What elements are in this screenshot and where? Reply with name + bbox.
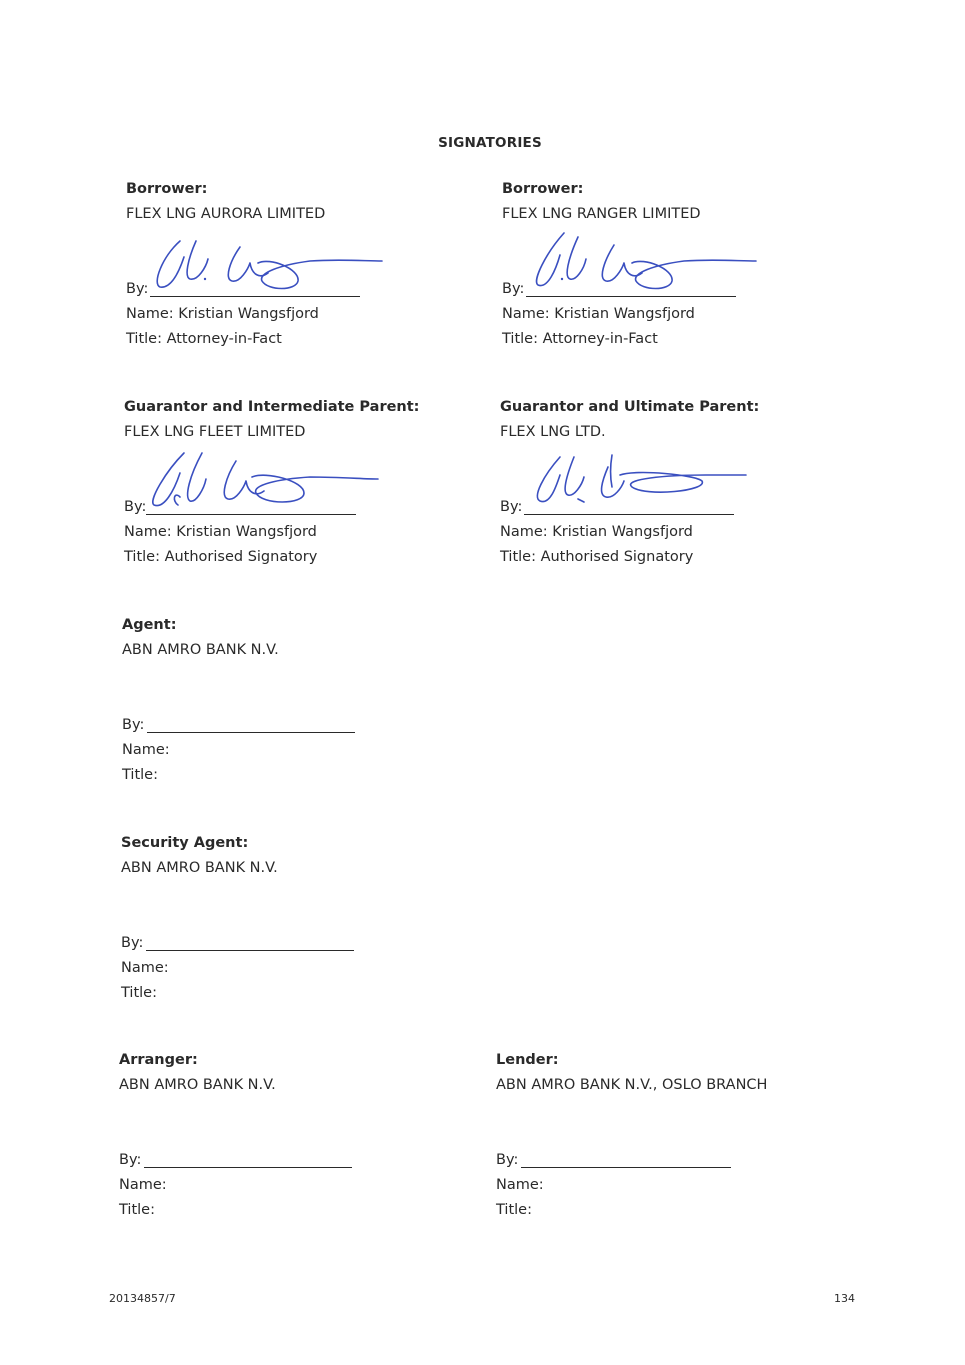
signer-name: Name: xyxy=(119,1177,167,1193)
signer-name: Name: xyxy=(122,742,170,758)
role-heading: Borrower: xyxy=(126,181,208,197)
signatory-block-borrower-ranger xyxy=(502,177,862,352)
signer-name: Name: xyxy=(496,1177,544,1193)
role-heading: Guarantor and Ultimate Parent: xyxy=(500,399,760,415)
page-number: 134 xyxy=(834,1292,855,1305)
signature-row xyxy=(126,277,486,302)
signature-row xyxy=(119,1148,479,1173)
by-label: By: xyxy=(119,1152,142,1168)
role-heading: Arranger: xyxy=(119,1052,198,1068)
signer-title: Title: Attorney-in-Fact xyxy=(126,331,282,347)
by-label: By: xyxy=(500,499,523,515)
document-reference: 20134857/7 xyxy=(109,1292,176,1305)
entity-name: FLEX LNG AURORA LIMITED xyxy=(126,206,326,222)
by-label: By: xyxy=(121,935,144,951)
signature-line[interactable] xyxy=(144,1167,352,1168)
entity-name: ABN AMRO BANK N.V. xyxy=(121,860,278,876)
signatory-block-guarantor-ultimate xyxy=(500,395,860,570)
signer-title: Title: Authorised Signatory xyxy=(124,549,318,565)
signer-title: Title: xyxy=(121,985,157,1001)
signatory-block-arranger xyxy=(119,1048,479,1223)
signer-title: Title: xyxy=(119,1202,155,1218)
entity-name: ABN AMRO BANK N.V., OSLO BRANCH xyxy=(496,1077,768,1093)
signatory-block-guarantor-intermediate xyxy=(124,395,484,570)
signatory-block-security-agent xyxy=(121,831,481,1006)
by-label: By: xyxy=(122,717,145,733)
handwritten-signature xyxy=(150,229,370,299)
signature-row xyxy=(502,277,862,302)
handwritten-signature xyxy=(144,447,364,517)
signer-name: Name: Kristian Wangsfjord xyxy=(124,524,317,540)
role-heading: Lender: xyxy=(496,1052,559,1068)
entity-name: FLEX LNG FLEET LIMITED xyxy=(124,424,306,440)
by-label: By: xyxy=(496,1152,519,1168)
by-label: By: xyxy=(502,281,525,297)
entity-name: ABN AMRO BANK N.V. xyxy=(122,642,279,658)
signer-title: Title: xyxy=(122,767,158,783)
handwritten-signature xyxy=(526,229,746,299)
signer-name: Name: Kristian Wangsfjord xyxy=(500,524,693,540)
entity-name: FLEX LNG RANGER LIMITED xyxy=(502,206,701,222)
signer-name: Name: xyxy=(121,960,169,976)
entity-name: ABN AMRO BANK N.V. xyxy=(119,1077,276,1093)
by-label: By: xyxy=(124,499,147,515)
signer-title: Title: Authorised Signatory xyxy=(500,549,694,565)
signature-row xyxy=(500,495,860,520)
signer-name: Name: Kristian Wangsfjord xyxy=(126,306,319,322)
signature-row xyxy=(496,1148,856,1173)
role-heading: Agent: xyxy=(122,617,177,633)
role-heading: Guarantor and Intermediate Parent: xyxy=(124,399,420,415)
role-heading: Borrower: xyxy=(502,181,584,197)
signatory-block-agent xyxy=(122,613,482,788)
signature-line[interactable] xyxy=(146,950,354,951)
signer-name: Name: Kristian Wangsfjord xyxy=(502,306,695,322)
signatory-block-lender xyxy=(496,1048,856,1223)
signature-row xyxy=(122,713,482,738)
role-heading: Security Agent: xyxy=(121,835,249,851)
signature-row xyxy=(121,931,481,956)
signatory-block-borrower-aurora xyxy=(126,177,486,352)
signature-line[interactable] xyxy=(521,1167,731,1168)
by-label: By: xyxy=(126,281,149,297)
page-title: SIGNATORIES xyxy=(438,135,542,151)
signature-line[interactable] xyxy=(147,732,355,733)
signer-title: Title: Attorney-in-Fact xyxy=(502,331,658,347)
signer-title: Title: xyxy=(496,1202,532,1218)
entity-name: FLEX LNG LTD. xyxy=(500,424,606,440)
signature-row xyxy=(124,495,484,520)
handwritten-signature xyxy=(526,447,746,517)
